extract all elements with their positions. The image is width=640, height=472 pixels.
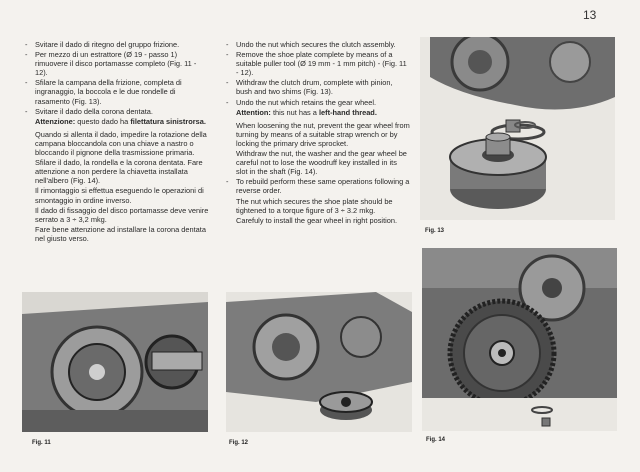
figure-14-caption: Fig. 14 [426, 437, 446, 443]
english-step-3: - Withdraw the clutch drum, complete with pinion, bush and two shims (Fig. 13). [226, 78, 410, 96]
italian-step-1: - Svitare il dado di ritegno del gruppo frizione. [25, 40, 210, 49]
shoe-plate-image [226, 292, 412, 432]
english-attention-bold: left-hand thread. [318, 107, 377, 117]
italian-attention-text: questo dado ha [77, 116, 129, 126]
english-paragraph: The nut which secures the shoe plate should be tightened to a torque figure of 3 ÷ 3.2 mkg. [236, 196, 393, 215]
english-paragraph: When loosening the nut, prevent the gear wheel from turning by means of a suitable strap wrench or by locking the primary drive sprocket. [236, 120, 410, 148]
gear-wheel-image [422, 248, 617, 431]
italian-attention-label: Attenzione: [35, 116, 76, 126]
engine-puller-image [22, 292, 208, 432]
figure-14-photo [422, 248, 617, 431]
italian-paragraph: Il dado di fissaggio del disco portamasse deve venire serrato a 3 ÷ 3,2 mkg. [35, 205, 209, 224]
english-attention-text: this nut has a [272, 107, 317, 117]
figure-11-caption: Fig. 11 [32, 440, 51, 446]
english-step-2: - Remove the shoe plate complete by means of a suitable puller tool (Ø 19 mm - 1 mm pitch) - (Fig. 11 - 12). [226, 50, 410, 77]
figure-13-caption: Fig. 13 [425, 228, 445, 234]
italian-attention-bold: filettatura sinistrorsa. [130, 116, 206, 126]
english-attention [226, 108, 410, 117]
figure-12-photo [226, 292, 412, 432]
italian-step-2: - Per mezzo di un estrattore (Ø 19 - passo 1) rimuovere il disco portamasse completo (Fig. 11 - 12). [25, 50, 210, 77]
italian-text-column [25, 40, 210, 244]
clutch-drum-image [420, 37, 615, 220]
italian-paragraph: Fare bene attenzione ad installare la corona dentata nel giusto verso. [35, 224, 206, 243]
italian-paragraph: Quando si allenta il dado, impedire la rotazione della campana bloccandola con una chiave a nastro o bloccando il pignone della trasmissione primaria. [35, 129, 207, 158]
italian-attention [25, 117, 210, 126]
italian-paragraph: Il rimontaggio si effettua eseguendo le operazioni di smontaggio in ordine inverso. [35, 186, 204, 205]
italian-step-4: - Svitare il dado della corona dentata. [25, 107, 210, 116]
english-step-4: - Undo the nut which retains the gear wheel. [226, 98, 410, 107]
english-attention-label: Attention: [236, 107, 271, 117]
english-paragraph: Carefuly to install the gear wheel in right position. [236, 215, 398, 225]
italian-paragraph: Sfilare il dado, la rondella e la corona dentata. Fare attenzione a non perdere la chiavetta installata nell'albero (Fig. 14). [35, 158, 203, 186]
italian-step-3: - Sfilare la campana della frizione, completa di ingranaggio, la boccola e le due rondelle di rasamento (Fig. 13). [25, 78, 210, 105]
page-number: 13 [583, 8, 597, 22]
english-step-1: - Undo the nut which secures the clutch assembly. [226, 40, 410, 49]
figure-13-photo [420, 37, 615, 220]
english-paragraph: Withdraw the nut, the washer and the gear wheel be careful not to lose the woodruff key installed in its slot in the shaft (Fig. 14). [236, 149, 407, 177]
figure-12-caption: Fig. 12 [229, 440, 249, 446]
figure-11-photo [22, 292, 208, 432]
english-text-column [226, 40, 410, 226]
english-step-5: - To rebuild perform these same operations following a reverse order. [226, 177, 410, 195]
